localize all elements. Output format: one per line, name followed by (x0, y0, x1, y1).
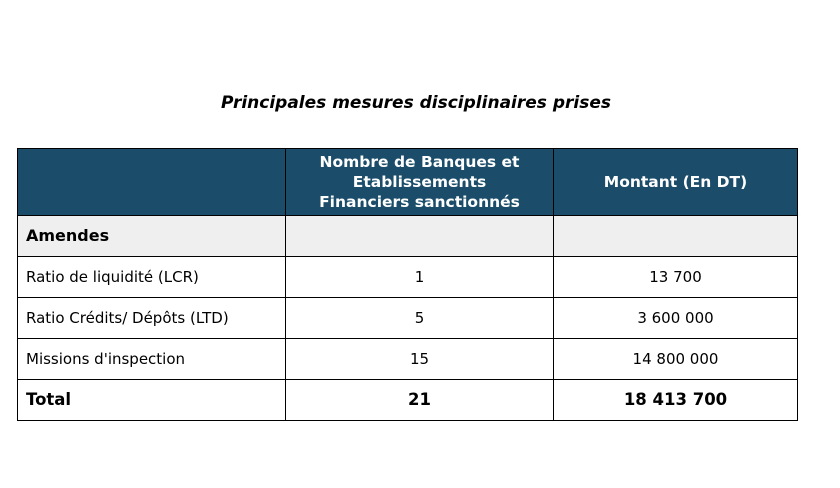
header-count-line: Nombre de Banques et (319, 153, 520, 171)
document-title: Principales mesures disciplinaires prises (221, 93, 611, 113)
row-count: 1 (286, 257, 554, 298)
table-row (18, 257, 798, 298)
section-count (286, 216, 554, 257)
table-row (18, 298, 798, 339)
header-amount-cell: Montant (En DT) (554, 149, 798, 216)
total-amount: 18 413 700 (554, 380, 798, 421)
row-label: Ratio de liquidité (LCR) (18, 257, 286, 298)
row-amount: 14 800 000 (554, 339, 798, 380)
row-amount: 13 700 (554, 257, 798, 298)
header-count-cell (286, 149, 554, 216)
row-label: Missions d'inspection (18, 339, 286, 380)
header-label-cell (18, 149, 286, 216)
row-amount: 3 600 000 (554, 298, 798, 339)
total-row (18, 380, 798, 421)
disciplinary-measures-table (17, 148, 798, 421)
table-row (18, 339, 798, 380)
header-count-line: Financiers sanctionnés (319, 193, 520, 211)
header-count-line: Etablissements (352, 173, 487, 191)
total-count: 21 (286, 380, 554, 421)
row-count: 15 (286, 339, 554, 380)
row-label: Ratio Crédits/ Dépôts (LTD) (18, 298, 286, 339)
total-label: Total (18, 380, 286, 421)
section-label: Amendes (18, 216, 286, 257)
table-header-row (18, 149, 798, 216)
section-amount (554, 216, 798, 257)
section-row-amendes (18, 216, 798, 257)
row-count: 5 (286, 298, 554, 339)
